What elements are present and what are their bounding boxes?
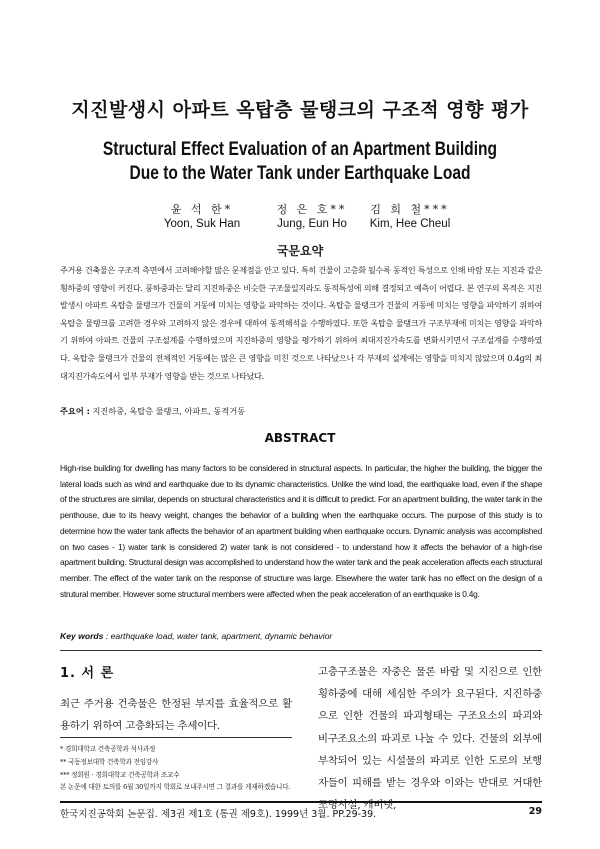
abstract-heading: ABSTRACT bbox=[264, 431, 336, 445]
author-2-korean: 정 은 호** bbox=[276, 203, 348, 216]
author-3-korean: 김 희 철*** bbox=[370, 203, 450, 216]
english-keywords bbox=[60, 629, 542, 643]
english-title-line-2: Due to the Water Tank under Earthquake Load bbox=[129, 163, 471, 184]
section-1-left-text: 최근 주거용 건축물은 한정된 부지를 효율적으로 활용하기 위하여 고층화되는 추세이다. bbox=[60, 698, 292, 733]
author-1 bbox=[142, 202, 262, 232]
english-title bbox=[54, 138, 546, 186]
section-1-heading: 1. 서 론 bbox=[60, 666, 115, 681]
footnote-2: ** 국동정보대학 건축학과 전임강사 bbox=[60, 757, 159, 766]
left-column bbox=[60, 662, 292, 737]
section-1-right-text: 고층구조물은 자중은 물론 바람 및 지진으로 인한 횡하중에 대해 세심한 주의가 요구된다. 지진하중으로 인한 건물의 파괴형태는 구조요소의 파괴와 비구조요소의 파괴로 나눌 수 있다. 건물의 외부에 부착되어 있는 시설물의 파괴로 인한 도로의 보행자들이 피해를 받는 경우와 이와는 반대로 거대한 조명시설, 캐비넷, bbox=[318, 666, 542, 812]
korean-title: 지진발생시 아파트 옥탑층 물탱크의 구조적 영향 평가 bbox=[71, 99, 529, 121]
footnote-1: * 경희대학교 건축공학과 석사과정 bbox=[60, 745, 156, 753]
footnote-4: 본 논문에 대한 토의를 6월 30일까지 학회로 보내주시면 그 결과를 게재하겠습니다. bbox=[60, 783, 291, 792]
footnote-3: *** 정회원 · 경희대학교 건축공학과 조교수 bbox=[60, 770, 180, 779]
section-divider bbox=[60, 650, 542, 651]
korean-keywords-value: 지진하중, 옥탑층 물탱크, 아파트, 동적거동 bbox=[92, 406, 246, 416]
abstract-text: High-rise building for dwelling has many factors to be considered in structural aspects. In particular, the higher the building, the bigger the lateral loads such as wind and earthquake due to its dynamic characteristics. Unlike the wind load, the earthquake load, even if the shape of the structures are similar, depends on structural characteristics and it is difficult to predict. For an apartment building, the water tank in the penthouse, due to its heavy weight, changes the behavior of a building when the earthquake occurs. The purpose of this study is to determine how the water tank affects the behavior of an apartment building when earthquake occurs. Dynamic analysis was accomplished on two cases - 1) water tank is considered 2) water tank is not considered - to understand how it affects the behavior of a high-rise apartment building. Structural design was accomplished to understand how the water tank and the peak acceleration affects each structural member. The effect of the water tank on the response of structure was large. Elsewhere the water tank has no effect on the design of a strutural member. However some structural members were affected when the peak acceleration of an earthquake is 0.4g. bbox=[60, 463, 542, 599]
author-3-english: Kim, Hee Cheul bbox=[369, 218, 451, 230]
author-3 bbox=[350, 202, 470, 232]
english-keywords-value: : earthquake load, water tank, apartment, dynamic behavior bbox=[105, 631, 333, 641]
korean-keywords bbox=[60, 404, 542, 418]
author-1-english: Yoon, Suk Han bbox=[163, 218, 241, 230]
footnote-divider bbox=[60, 737, 292, 738]
english-keywords-label: Key words bbox=[60, 631, 104, 641]
english-title-line-1: Structural Effect Evaluation of an Apartment Building bbox=[102, 139, 498, 160]
author-2-english: Jung, Eun Ho bbox=[277, 218, 347, 230]
page-number: 29 bbox=[528, 806, 542, 817]
korean-keywords-label: 주요어 : bbox=[60, 406, 90, 416]
footer-divider bbox=[60, 801, 542, 803]
page-footer bbox=[60, 806, 542, 820]
footnotes bbox=[60, 743, 300, 794]
journal-citation: 한국지진공학회 논문집. 제3권 제1호 (통권 제9호). 1999년 3월. PP.29-39. bbox=[60, 809, 377, 820]
korean-abstract-text: 주거용 건축물은 구조적 측면에서 고려해야할 많은 문제점을 안고 있다. 특히 건물이 고층화 될수록 동적인 특성으로 인해 바람 또는 지진과 같은 횡하중의 영향이 커진다. 풍하중과는 달리 지진하중은 비슷한 구조물일지라도 동적특성에 의해 결정되고 예측이 어렵다. 본 연구의 목적은 지진 발생시 아파트 옥탑층 물탱크가 건물의 거동에 미치는 영향을 파악하는 것이다. 옥탑층 물탱크가 건물의 거동에 미치는 영향을 파악하기 위하여 옥탑층 물탱크를 고려한 경우와 고려하지 않은 경우에 대하여 동적해석을 수행하였다. 또한 옥탑층 물탱크가 구조부재에 미치는 영향을 파악하기 위하여 아파트 건물의 구조설계를 수행하였으며 지진하중의 영향을 평가하기 위하여 최대지진가속도를 변화시키면서 구조설계를 수행하였다. 옥탑층 물탱크가 건물의 전체적인 거동에는 많은 큰 영향을 미친 것으로 나타났으나 각 부재의 설계에는 영향을 미치지 않았으며 0.4g의 최대지진가속도에서 일부 부재가 영향을 받는 것으로 나타났다. bbox=[60, 265, 542, 381]
korean-abstract-heading: 국문요약 bbox=[276, 244, 324, 258]
author-1-korean: 윤 석 한* bbox=[170, 203, 234, 216]
